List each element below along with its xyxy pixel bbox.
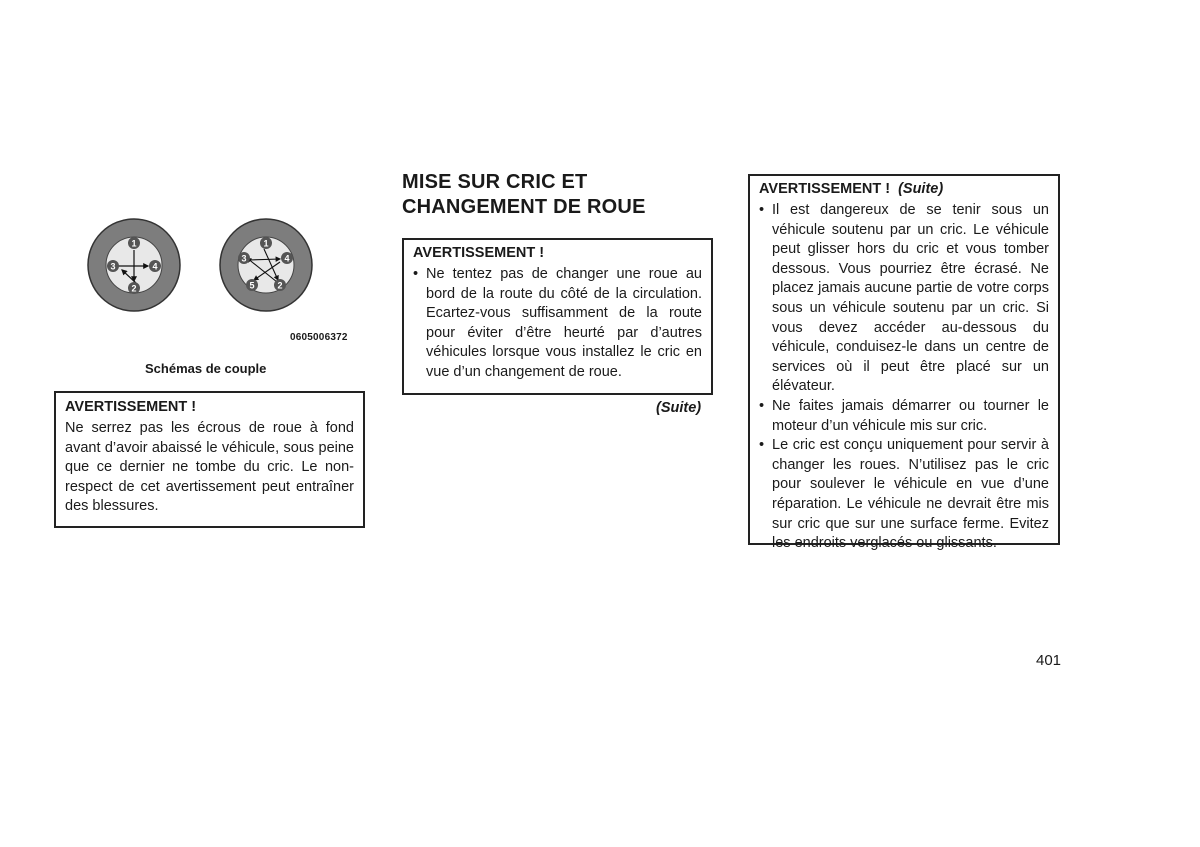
lug-nut: [260, 237, 272, 249]
bullet-icon: •: [413, 266, 419, 282]
bullet-text: Le cric est conçu uniquement pour servir à changer les roues. N’utilisez pas le cric pour soulever le véhicule en vue d’une réparation. Le véhicule ne devrait être mis sur cric que sur une surface ferme. Evitez les endroits verglacés ou glissants.: [772, 437, 1049, 552]
warning-bullet: [759, 436, 1049, 554]
nut-number: 2: [277, 280, 283, 291]
lug-nut: [107, 260, 119, 272]
lug-nut: [128, 282, 140, 294]
warning-title: AVERTISSEMENT !: [65, 399, 197, 415]
lug-nut: [281, 252, 293, 264]
warning-bullet: [759, 397, 1049, 436]
warning-box-roadside: [402, 238, 713, 395]
nut-number: 5: [249, 280, 255, 291]
torque-pattern-figure: [80, 215, 370, 350]
wheel-4-nut-diagram: [88, 219, 180, 311]
warning-bullet: [759, 201, 1049, 397]
nut-number: 1: [131, 238, 137, 249]
bullet-text: Ne faites jamais démarrer ou tourner le moteur d’un véhicule mis sur cric.: [772, 397, 1049, 434]
page-number: 401: [1036, 652, 1062, 669]
section-title-line-1: MISE SUR CRIC ET: [402, 171, 588, 193]
warning-bullet-list: [413, 265, 702, 383]
warning-bullet-list: [759, 201, 1049, 554]
warning-body: Ne serrez pas les écrous de roue à fond avant d’avoir abaissé le véhicule, sous peine que ce dernier ne tombe du cric. Le non-respect de cet avertissement peut entraîner des blessures.: [65, 420, 354, 515]
figure-code: 0605006372: [290, 332, 348, 343]
bullet-icon: •: [759, 437, 765, 454]
wheel-5-nut-diagram: [220, 219, 312, 311]
section-title: [402, 170, 646, 220]
bullet-icon: •: [759, 397, 765, 414]
lug-nut: [128, 237, 140, 249]
lug-nut: [149, 260, 161, 272]
warning-title: [759, 181, 1049, 197]
nut-number: 4: [284, 253, 290, 264]
bullet-text: Ne tentez pas de changer une roue au bord de la route du côté de la circulation. Ecartez-vous suffisamment de la route pour éviter d’être heurté par d’autres véhicules lorsque vous installez le cric en vue d’un changement de roue.: [426, 266, 702, 380]
nut-number: 4: [152, 261, 158, 272]
bullet-icon: •: [759, 202, 765, 218]
warning-title-suffix: (Suite): [898, 181, 944, 197]
figure-caption: Schémas de couple: [145, 361, 267, 376]
warning-title: AVERTISSEMENT !: [413, 245, 545, 261]
warning-box-jack-safety: [748, 174, 1060, 552]
continued-label: (Suite): [656, 400, 702, 416]
section-title-line-2: CHANGEMENT DE ROUE: [402, 196, 646, 218]
lug-nut: [274, 279, 286, 291]
nut-number: 3: [110, 261, 116, 272]
warning-box-wheel-nuts: [54, 391, 365, 528]
bullet-text: Il est dangereux de se tenir sous un véhicule soutenu par un cric. Le véhicule peut glisser hors du cric et vous tomber dessous. Vous pourriez être écrasé. Ne placez jamais aucune partie de votre corps sous un véhicule soutenu par un cric. Si vous devez accéder au-dessous du véhicule, conduisez-le dans un centre de services où il peut être placé sur un élévateur.: [772, 202, 1049, 395]
nut-number: 3: [241, 253, 247, 264]
warning-bullet: [413, 265, 702, 383]
warning-title-text: AVERTISSEMENT !: [759, 181, 891, 197]
lug-nut: [246, 279, 258, 291]
lug-nut: [238, 252, 250, 264]
nut-number: 1: [263, 238, 269, 249]
nut-number: 2: [131, 283, 137, 294]
